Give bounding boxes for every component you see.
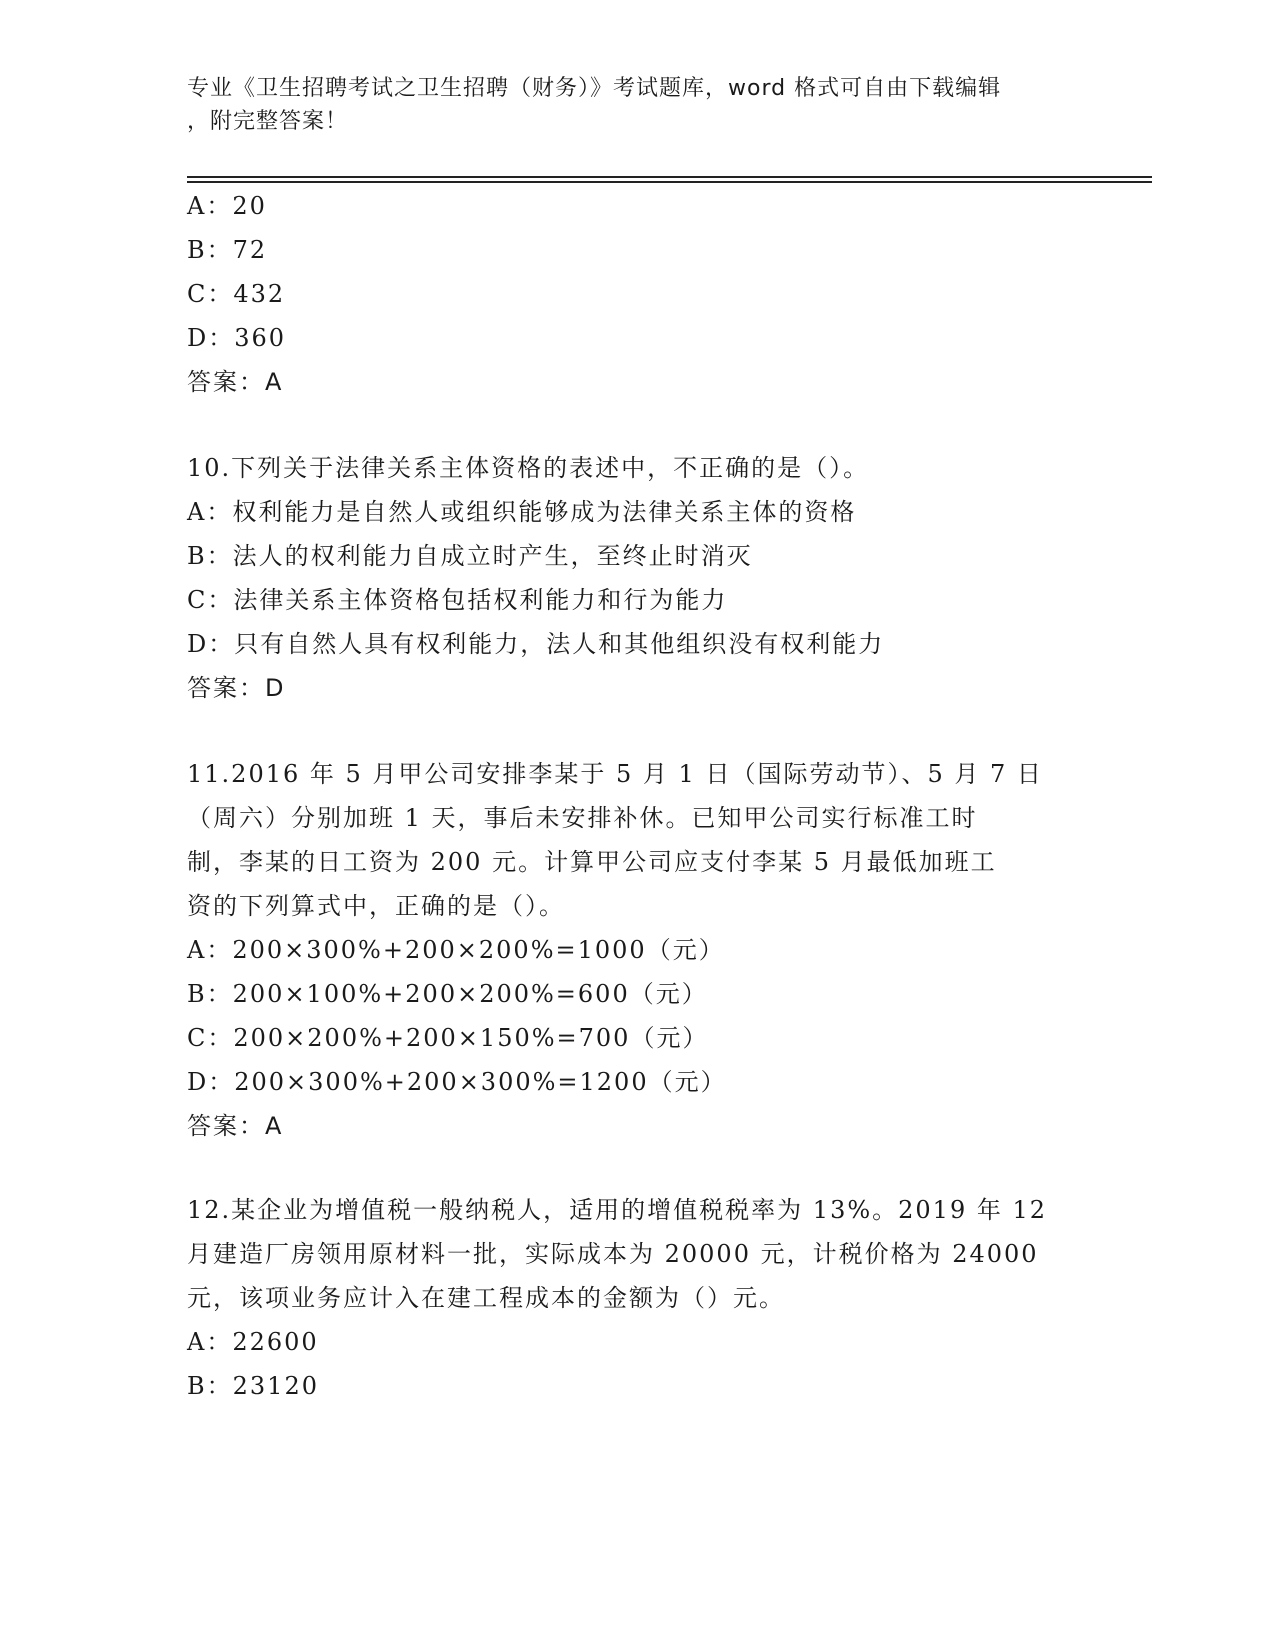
q11-option-c: C：200×200%+200×150%=700（元） [187,1024,709,1052]
q9-option-c: C：432 [187,280,286,308]
q11-stem-line-1: 11.2016 年 5 月甲公司安排李某于 5 月 1 日（国际劳动节）、5 月 7 日 [187,760,1043,788]
q11-stem-line-3: 制，李某的日工资为 200 元。计算甲公司应支付李某 5 月最低加班工 [187,848,997,876]
q11-option-d: D：200×300%+200×300%=1200（元） [187,1068,727,1096]
q10-answer: 答案：D [187,674,286,702]
header-line-1: 专业《卫生招聘考试之卫生招聘（财务）》考试题库，word 格式可自由下载编辑 [187,76,1002,101]
q10-option-d: D：只有自然人具有权利能力，法人和其他组织没有权利能力 [187,630,885,658]
q11-answer: 答案：A [187,1112,284,1140]
q12-option-b: B：23120 [187,1372,319,1400]
q9-answer: 答案：A [187,368,284,396]
document-header [187,72,1087,138]
q10-option-c: C：法律关系主体资格包括权利能力和行为能力 [187,586,728,614]
q10-stem: 10.下列关于法律关系主体资格的表述中，不正确的是（）。 [187,454,870,482]
q12-stem-line-1: 12.某企业为增值税一般纳税人，适用的增值税税率为 13%。2019 年 12 [187,1196,1048,1224]
header-line-2: ，附完整答案！ [187,109,349,134]
q12-stem-line-3: 元，该项业务应计入在建工程成本的金额为（）元。 [187,1284,785,1312]
q11-stem-line-4: 资的下列算式中，正确的是（）。 [187,892,565,920]
q10-option-a: A：权利能力是自然人或组织能够成为法律关系主体的资格 [187,498,857,526]
q12-option-a: A：22600 [187,1328,319,1356]
q11-option-a: A：200×300%+200×200%=1000（元） [187,936,725,964]
q9-option-d: D：360 [187,324,287,352]
q10-option-b: B：法人的权利能力自成立时产生，至终止时消灭 [187,542,753,570]
q11-option-b: B：200×100%+200×200%=600（元） [187,980,708,1008]
q9-option-b: B：72 [187,236,268,264]
q12-stem-line-2: 月建造厂房领用原材料一批，实际成本为 20000 元，计税价格为 24000 [187,1240,1039,1268]
q11-stem-line-2: （周六）分别加班 1 天，事后未安排补休。已知甲公司实行标准工时 [187,804,978,832]
header-divider-bottom [187,181,1152,183]
q9-option-a: A：20 [187,192,267,220]
header-divider-top [187,176,1152,178]
